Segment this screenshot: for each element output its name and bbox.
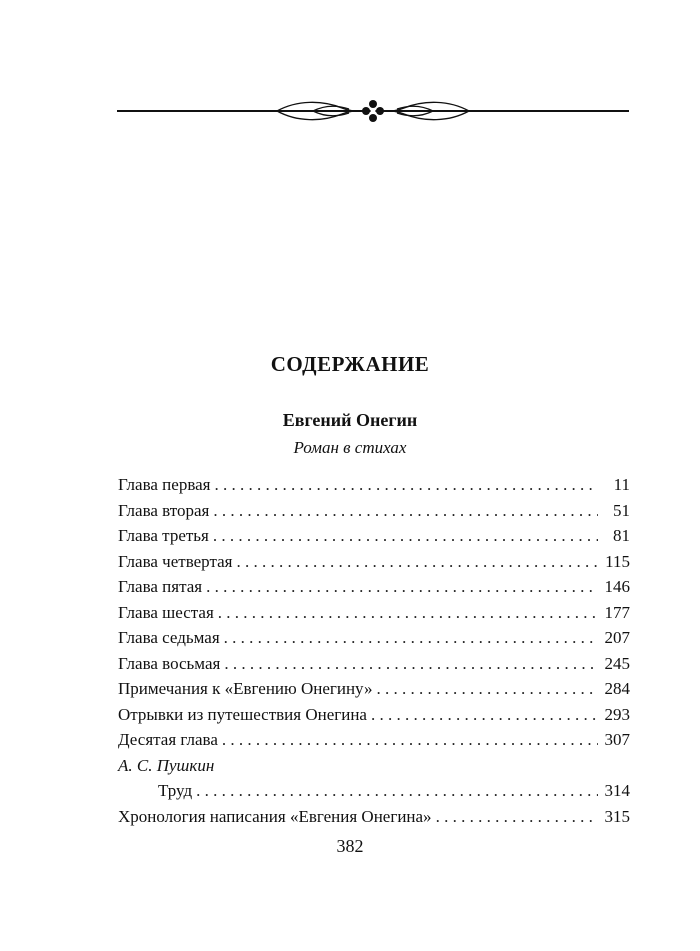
toc-entry-label: Глава шестая	[118, 602, 214, 622]
dot-leader	[371, 702, 598, 727]
toc-entry-label: Десятая глава	[118, 730, 218, 749]
toc-entry-page: 293	[604, 704, 630, 724]
toc-entry-page: 177	[604, 602, 630, 622]
toc-entry-page: 307	[604, 730, 630, 749]
dot-leader	[377, 676, 599, 701]
toc-entry-page: 11	[613, 475, 630, 494]
toc-entry-page: 315	[604, 806, 630, 826]
toc-entry-label: Глава третья	[118, 526, 209, 545]
toc-entry-label: Глава четвертая	[118, 551, 233, 571]
dot-leader	[215, 472, 599, 497]
toc-entry-chapter-5[interactable]	[118, 574, 630, 600]
toc-entry-page: 51	[613, 500, 630, 520]
toc-entry-label: Глава вторая	[118, 500, 210, 520]
dot-leader	[236, 549, 598, 574]
toc-entry-chapter-2[interactable]	[118, 498, 630, 524]
dot-leader	[218, 600, 598, 625]
toc-entry-notes[interactable]	[118, 676, 630, 702]
toc-entry-label: Глава пятая	[118, 577, 203, 596]
floral-divider-icon	[117, 88, 629, 134]
toc-entry-page: 207	[604, 628, 630, 647]
dot-leader	[196, 778, 598, 803]
toc-entry-page: 245	[604, 653, 630, 673]
toc-heading: СОДЕРЖАНИЕ	[270, 352, 430, 376]
table-of-contents	[118, 472, 630, 829]
toc-entry-chapter-3[interactable]	[118, 523, 630, 549]
toc-entry-chapter-1[interactable]	[118, 472, 630, 498]
toc-entry-page: 284	[604, 679, 630, 698]
toc-author-name: А. С. Пушкин	[118, 755, 215, 775]
book-subtitle: Роман в стихах	[293, 438, 407, 457]
dot-leader	[206, 574, 598, 599]
dot-leader	[436, 804, 598, 829]
toc-entry-chapter-4[interactable]	[118, 549, 630, 575]
dot-leader	[222, 727, 598, 752]
toc-entry-label: Глава восьмая	[118, 653, 221, 673]
dot-leader	[213, 498, 598, 523]
toc-entry-page: 146	[604, 577, 630, 596]
toc-entry-journey-excerpts[interactable]	[118, 702, 630, 728]
toc-entry-chapter-6[interactable]	[118, 600, 630, 626]
toc-entry-trud[interactable]	[118, 778, 630, 804]
book-title: Евгений Онегин	[282, 410, 418, 430]
dot-leader	[224, 651, 598, 676]
toc-entry-chapter-7[interactable]	[118, 625, 630, 651]
toc-entry-label: Хронология написания «Евгения Онегина»	[118, 806, 432, 826]
toc-entry-page: 81	[613, 526, 630, 545]
toc-entry-label: Глава седьмая	[118, 628, 220, 647]
toc-entry-chapter-8[interactable]	[118, 651, 630, 677]
page-number: 382	[336, 836, 364, 856]
toc-entry-page: 314	[604, 781, 630, 800]
toc-author-heading	[118, 753, 630, 779]
toc-entry-label: Глава первая	[118, 475, 211, 494]
dot-leader	[224, 625, 598, 650]
toc-entry-tenth-chapter[interactable]	[118, 727, 630, 753]
toc-entry-label: Труд	[158, 781, 193, 800]
toc-entry-chronology[interactable]	[118, 804, 630, 830]
dot-leader	[213, 523, 598, 548]
toc-entry-label: Отрывки из путешествия Онегина	[118, 704, 367, 724]
toc-entry-page: 115	[605, 551, 630, 571]
toc-entry-label: Примечания к «Евгению Онегину»	[118, 679, 373, 698]
